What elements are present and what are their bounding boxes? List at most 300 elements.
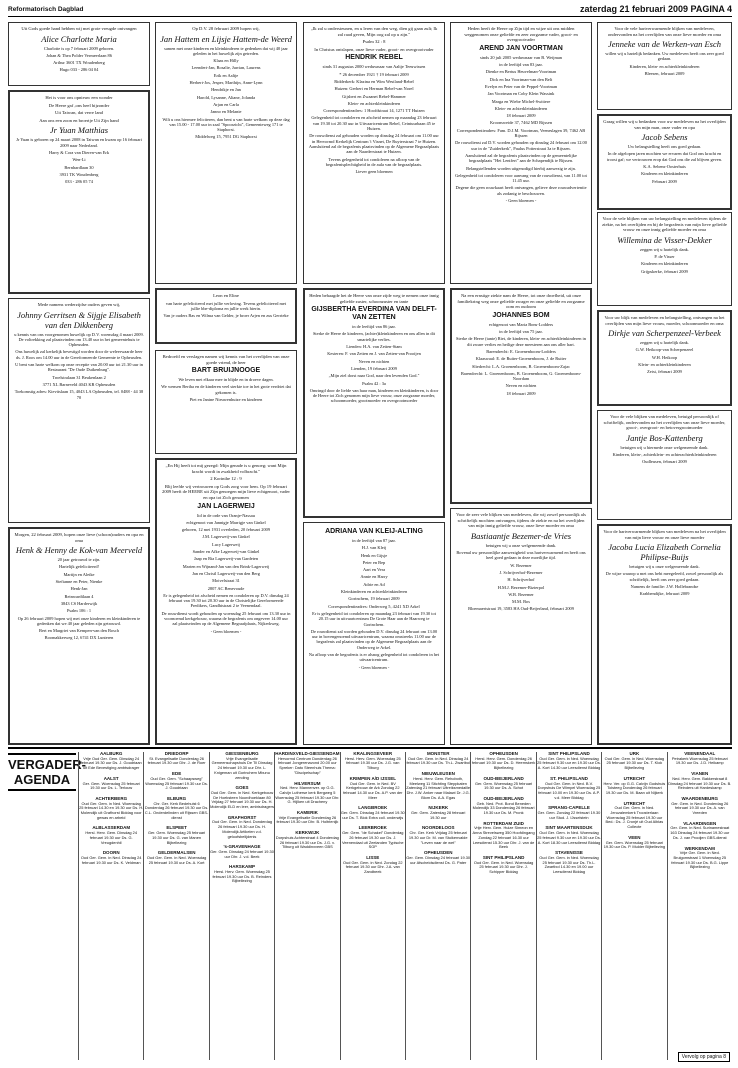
notice-intro: Blij leefde wij vertrouwen op Gods zorg voor hem. Op 19 februari 2009 heeft de HEERE uit Zijn genoegen mijn lieve echtgenoot, vader en opa tot Zich genomen [162, 483, 290, 500]
agenda-item [537, 806, 601, 820]
agenda-item [210, 816, 274, 840]
notice-line: Na afloop van de begrafenis is er alsnog gelegenheid tot condoleren in het uitvaartcentrum. [308, 652, 440, 663]
notice-line: Arthur 3601 TX Woudenberg [53, 60, 105, 66]
agenda-place: STAVENISSE [555, 850, 583, 856]
agenda-details: Vrije Evangelisatie Gemeenschapshuis De Til Dinsdag 24 februari 19.30 uur Dhr. L. Knigeman uit Gorinchem Mbunu zending [211, 755, 273, 780]
agenda-item [341, 752, 405, 771]
agenda-details: St. Evangelisatie Donderdag 26 februari 19.30 uur Dhr. J. de Roer [147, 755, 206, 766]
notice-line: Hartelijk gefeliciteerd! [58, 564, 100, 570]
page-date [580, 4, 732, 14]
agenda-details: Oud Ger. Gem. in Ned. B.V. Dorpshuis De Wimpel Woensdag 25 februari 10.00 en 19.30 uur Ds. A.P. v.d. Meer Biddag [537, 780, 601, 800]
agenda-item [668, 752, 732, 766]
notice-line: lid in de orde van Oranje-Nassau [197, 512, 255, 518]
agenda-details: Vrije Ger. Gem. in Ned. Bruigomstraat 1 Woensdag 25 februari 19.30 uur Ds. B.G. Lippe Bijbellezing [671, 850, 729, 870]
notice-line: sinds 20 juli 2005 weduwnaar van B. Weijman [480, 54, 562, 60]
notice-line: Lucy Lagerweij [212, 541, 240, 547]
notice-line: Troelstralaan 31 Beukenlaan 2 [52, 374, 106, 380]
notice-line: K.A. Sebens-Oosterhuis [643, 164, 686, 170]
agenda-details: Oud Ger. Gem. in Ned. Woensdag 25 februari 9.30 uur en 19.30 uur Ds. A. Kort 14.30 uur Leesdienst Biddag [537, 755, 601, 771]
agenda-details: Hersl. Herv. Gem. Woensdag 25 februari 19.30 uur Ds. B. Reinders Bijbellezing [212, 869, 272, 884]
agenda-place: NIJKERK [428, 805, 449, 811]
notice-line: Henk-Jan [70, 586, 88, 592]
agenda-details: Oud Ger. Gem. in Ned. Woensdag 25 februari 19.30 uur Ds. Th.L. Zwartbol 14.30 en 19.00 uur Leesdienst Biddag [539, 854, 599, 875]
agenda-item [341, 806, 405, 820]
notice-line: Sterke de Heere de kinderen, (achter)kleinkinderen en ons allen in dit smartelijke verlies. [312, 331, 436, 342]
agenda-details: Oud Ger. Gem. in Ned. Woensdag 25 februari 14.30 en 19.30 uur Ds. H. Molendijk uit Grafhorst Biddag voor gewas en arbeid [79, 800, 144, 820]
notice-line: Aart en Vera [362, 567, 386, 573]
notice-line: Sliedrecht: L.A. Groenenboom, B. Groenenboom-Zajac [471, 363, 571, 369]
notice-line: Lienden: H.A. van Zetten-Stam [346, 344, 402, 350]
agenda-place: DRIEDORP [164, 751, 189, 756]
notice-intro: Voor de hartverwarmende blijken van medeleven na het overlijden van mijn lieve vrouw en onze lieve moeder [603, 529, 726, 540]
agenda-place: NIEUWLEUSEN [421, 771, 455, 777]
notice-intro: Voor de vele blijken van uw belangstelling en medeleven tijdens de ziekte, na het overlijden en bij de begrafenis van mijn lieve geliefde vrouw en onze innig geliefde moeder en oma [602, 216, 727, 233]
notice-intro: Mede namens wederzijdse ouders geven wij, [37, 302, 121, 307]
notice-col5-5 [597, 524, 732, 745]
notice-line: 18 februari 2009 [506, 390, 536, 396]
agenda-place: WAARDENBURG [681, 795, 719, 801]
agenda-item [602, 802, 666, 830]
agenda-details: Vrije Oud Ger. Gem. Dinsdag 24 februari 19.30 uur Ds. J. Goudriaan uit Ede Bevestiging ambtsdrager [80, 755, 142, 771]
notice-col5-1 [597, 114, 732, 210]
newspaper-name: Reformatorisch Dagblad [8, 6, 84, 13]
notice-line: Tevens gelegenheid tot condoleren na afloop van de begrafenisplechtigheid in de aula van de begraafplaats. [325, 156, 423, 167]
notice-line: Op 26 februari 2009 hopen wij met onze kinderen en kleinkinderen te gedenken dat we 40 jaar geleden zijn getrouwd. [17, 615, 141, 626]
agenda-item [602, 836, 666, 850]
notice-line: in de leeftijd van 87 jaar. [352, 538, 396, 543]
notice-intro: Op D.V. 28 februari 2009 hopen wij, [192, 26, 260, 31]
notice-line: - Geen bloemen - [210, 628, 242, 634]
notice-intro: Voor de zeer vele blijken van medeleven, die wij zowel persoonlijk als schriftelijk mochten ontvangen, tijdens de ziekte en na het overlijden van mijn innig geliefde vrouw, onze lieve moeder en oma [456, 512, 586, 529]
agenda-item [79, 752, 143, 771]
notice-line: Liever geen bloemen [355, 169, 393, 175]
notice-line: Harry & Cora van Dieren-van Erk [48, 149, 110, 155]
agenda-place: VEENENDAAL [684, 751, 716, 756]
notice-line: M.M. Bos [512, 599, 530, 605]
agenda-place: UTRECHT [623, 775, 646, 781]
agenda-item [210, 845, 274, 859]
notice-line: Degene die geen rouwkaart heeft ontvangen, gelieve deze rouwadvertentie als zodanig te beschouwen. [455, 185, 587, 196]
notice-line: Barendrecht: L. Groenenboom, B. Groenenboom, G. Groenenboom-Noordam [460, 370, 582, 382]
agenda-item [471, 797, 535, 816]
notice-col3-2 [303, 522, 445, 745]
notice-line: Annie en Harry [360, 574, 388, 580]
notice-intro: Morgen, 22 februari 2009, hopen onze lieve (schoon)ouders en opa en oma [14, 532, 144, 543]
agenda-details: Herv. Ver. op G.G. Calvijn Godshuis Tolsteeg Donderdag 26 februari 19.30 uur Ds. M. Baan uit Nijkerk [603, 780, 666, 795]
notice-line: 3843 CS Harderwijk [60, 600, 98, 606]
continued-on-page[interactable]: Vervolg op pagina 8 [678, 1052, 730, 1062]
notice-line: Februari 2009 [652, 178, 677, 184]
notice-line: Correspondentieadres: 1 Hoofdstraat 14, 1271 TT Huizen [323, 108, 425, 114]
page-date-text: zaterdag 21 februari 2009 PAGINA 4 [579, 4, 732, 14]
notice-line: Hendrikje en Jan [211, 87, 241, 93]
notice-intro: Uit Taiwan, dat verre land [55, 110, 103, 116]
agenda-place: NOORDELOOS [421, 825, 455, 831]
agenda-details: Oud Ger. Gem. in Ned. Woensdag 25 februari 19.30 uur Ds. T. Klok Bijbellezing [604, 755, 665, 771]
notice-line: Klein- en achterkleinkinderen [347, 100, 401, 106]
notice-name: Jenneke van de Werken-van Esch [608, 39, 721, 50]
notice-col4-2 [450, 508, 592, 745]
agenda-place: OUD-BEIJERLAND [483, 775, 524, 781]
agenda-item [471, 752, 535, 771]
agenda-item [602, 777, 666, 796]
notice-line: Sander en Afke Lagerweij-van Ginkel [192, 549, 260, 555]
agenda-place: ELSPEET [166, 825, 187, 831]
agenda-item [537, 777, 601, 801]
agenda-details: Ger. Gem. Dinsdag 24 februari 19.30 uur Afscheidsdienst Ds. G. Pater [406, 854, 471, 865]
notice-intro: Voor uw blijk van medeleven en belangstelling, ontvangen na het overlijden van mijn lieve vrouw, moeder, schoonmoeder en oma [604, 315, 725, 326]
notice-name: Johnny Gerritsen & Sijgje Elisabeth van den Dikkenberg [17, 309, 141, 330]
notice-line: Omringd door de liefde van haar man, kinderen en kleinkinderen, is door de Heere tot Zich genomen mijn lieve vrouw, onze zorgzame moeder, schoonmoeder, grootmoeder en overgrootmoeder [309, 387, 439, 404]
agenda-details: Chr. Ger. Kerk Vrijdag 25 februari 19.30 uur Dr. M. van Stuikenvalde "Leven naar de wet" [408, 830, 468, 845]
agenda-item [275, 811, 339, 825]
notice-line: Kinderen, klein-, achterklein- en achterachterkleinkinderen [612, 452, 717, 458]
agenda-details: Ger. Gem. Dinsdag 24 februari 19.30 uur Dhr. J. v.d. Beek [210, 848, 274, 859]
notice-line: Wilt u ons hiermee feliciteren, dan bent u van harte welkom op deze dag van 15.00 - 17.00 uur in zaal "Spoorzicht", Gemeenteweg 171 te Staphorst. [162, 116, 290, 133]
notice-line: in de leeftijd van 86 jaar. [352, 324, 396, 330]
notice-line: Ons huwelijk zal kerkelijk bevestigd worden door de weleerwaarde heer ds. J. Roos om 14.00 uur in de Gereformeerde Gemeente te Opheusden. [15, 349, 143, 360]
notice-intro: Heden behaagde het de Heere van onze zijde weg te nemen onze innig geliefde zuster, schoonzuster en tante [309, 293, 439, 304]
notice-line: Kinderen en kleinkinderen [641, 171, 688, 177]
notice-line: in de leeftijd van 75 jaar. [499, 329, 543, 335]
notice-line: Zeist, februari 2009 [647, 369, 682, 375]
notice-col5-4 [597, 410, 732, 520]
agenda-details: Ger. Gem. Dinsdag 24 februari 19.30 uur Ds. T. Blok Extra coll. onderwijs [340, 810, 405, 820]
notice-col5-0 [597, 22, 732, 110]
notice-line: Jr Yuan is geboren op 24 maart 2008 in Taiwan en kwam op 16 februari 2009 naar Nederland. [16, 137, 142, 148]
agenda-place: SINT PHILIPSLAND [482, 854, 525, 860]
agenda-item [668, 797, 732, 816]
notice-intro: De Heere gaf ,ons heel bijzonder [48, 102, 110, 108]
notice-line: 033 - 286 05 74 [65, 179, 93, 185]
notice-line: Kinderen en kleinkinderen [641, 261, 688, 267]
agenda-place: EDE [171, 771, 182, 777]
notice-line: - Geen bloemen - [358, 664, 390, 670]
agenda-place: VEEN [628, 834, 641, 840]
notice-line: U bent van harte welkom op onze receptie van 20.00 uur tot 21.30 uur in Restaurant "De Oude Duikenburg". [15, 362, 143, 373]
notice-name: Alice Charlotte Maria [41, 33, 117, 44]
agenda-place: KAMERIK [296, 810, 318, 816]
notice-line: Van je ouders Bas en Wilma van Gelder, je broer Arjen en zus Gerrieke [163, 313, 289, 319]
notice-line: Middelweg 15, 7951 DG Staphorst [195, 134, 257, 140]
agenda-item [79, 797, 143, 821]
notice-line: Janno en Melanie [210, 109, 242, 115]
notice-line: Jan Voortman en Coby Klein Wassink [487, 91, 555, 97]
notice-line: Leendert-Jan, Rosalie, Jurrian, Laurens [191, 65, 261, 71]
notice-intro: Leon en Eline [213, 293, 239, 298]
notice-line: Wen-Li [72, 157, 86, 163]
notice-line: De rouwdienst zal D.V. worden gehouden op dinsdag 24 februari om 12.00 uur in de "Zuiderkerk", Paulus Potterstraat 3a te Rijssen. [455, 140, 587, 151]
notice-line: in de leeftijd van 83 jaar. [499, 62, 543, 68]
notice-intro: Het is voor ons opnieuw een wonder [45, 95, 113, 100]
agenda-details: Hervormd Centrum Donderdag 26 februari Jongerenavond 20.00 uur Spreker: Dato Steenhuis Thema: "Discipelschap" [277, 755, 337, 775]
agenda-item [471, 777, 535, 791]
notice-col1-0 [8, 22, 150, 86]
agenda-details: Hersl. Herv. Gem. Woensdag 25 februari 19.30 uur Ds. J.G. van Tilburg [344, 755, 401, 771]
agenda-place: GOES [235, 785, 249, 791]
agenda-place: ELBURG [167, 795, 187, 801]
notice-line: P. de Visser [654, 254, 675, 260]
agenda-place: URK [629, 751, 640, 756]
notice-intro: In Christus ontslapen, onze lieve vader, groot- en overgrootvader [314, 46, 434, 52]
agenda-details: Ger. Gem. Zaterdag 28 februari 19.30 uur [411, 810, 466, 820]
notice-line: G.W. Heikoop-van Scherpenzeel [635, 347, 694, 353]
agenda-place: HARDINXVELD-GIESSENDAM [275, 751, 340, 756]
notice-line: Gijsbert en Zwaanet Rebel-Hammer [342, 93, 406, 99]
notice-line: zeggen wij u hartelijk dank. [640, 246, 689, 252]
notice-line: Adrie en Ad [363, 581, 385, 587]
notice-line: De wijze waarop u met ons hebt meegeleefd, zowel persoonlijk als schriftelijk, heeft ons zeer goed gedaan. [605, 571, 724, 582]
agenda-details: Chr. Ger. Kerk Bedehuist 6 Donderdag 26 februari 19.30 uur Ds. C.L. Onderdelinden uit Rijssen GBS-dienst [144, 800, 209, 820]
notice-line: Grijpskerke, februari 2009 [641, 268, 688, 274]
agenda-place: GRAFHORST [227, 814, 257, 820]
notice-line: Aansluitend zal de begrafenis plaatsvinden op de gemeentelijke begraafplaats "Het Lentfert" aan de Schapendijk te Rijssen. [465, 152, 577, 164]
agenda-item [406, 772, 470, 800]
notice-line: Moivelstraat 31 [212, 578, 240, 584]
notice-line: Jan en Christl Lagerweij-van den Berg [192, 570, 260, 576]
notice-col4-1 [450, 288, 592, 504]
notice-col1-1 [8, 90, 150, 294]
agenda-details: Hersl. Herv. Gem. Rehoboth, Meelweg 11 Stichting Steppkaten Zaterdag 21 februari Uitreiksmedaille Dhr. J.W. Anker naar Malawi Dr. J.G. Blom Ds. A.A. Egas [406, 775, 471, 800]
notice-line: u kennis van ons voorgenomen huwelijk op D.V. woensdag 4 maart 2009. De voltrekking zal plaatsvinden om 13.40 uur in het gemeentehuis te Opheusden. [14, 331, 144, 348]
agenda-item [144, 772, 208, 791]
agenda-item [275, 752, 339, 776]
notice-line: Barendrecht: E. Groenenboom-Lodders [486, 348, 556, 354]
notice-line: Martijn en Aleike [63, 571, 95, 577]
agenda-details: Oud Ger. Gem. in Ned. Woensdag 25 februari 19.30 uur Dhr. J. Schipper Biddag [473, 859, 534, 875]
notice-line: samen met onze kinderen en kleinkinderen te gedenken dat wij 40 jaar geleden in het huwelijk zijn getreden. [164, 45, 288, 56]
notice-col1-2 [8, 298, 150, 523]
notice-col2-0 [155, 22, 297, 284]
agenda-item [275, 782, 339, 806]
agenda-place: DOORN [102, 850, 120, 856]
notice-line: Gelegenheid tot condoleren voor aanvang van de rouwdienst, van 11.00 tot 11.45 uur. [455, 172, 587, 184]
agenda-item [602, 752, 666, 771]
notice-col1-3 [8, 527, 150, 745]
notice-line: Hugo 033 - 286 04 04 [59, 67, 99, 73]
agenda-column [536, 752, 601, 1060]
notice-line: Erik en Aaltje [213, 72, 239, 78]
notice-line: W.H. Heikoop [651, 354, 678, 360]
notice-line: Namens de familie: J.W. Hollebrandse [630, 584, 699, 590]
notice-intro: Voor de vele hartverwarmende blijken van medeleven, ondervonden na het overlijden van onze lieve moeder en oma [607, 26, 722, 37]
notice-line: Kleinkinderen en achterkleinkinderen [340, 589, 408, 595]
agenda-place: SPRANG-CAPELLE [548, 805, 590, 811]
notice-line: Johan & Thea Polder Vermeerlaan 86 [46, 52, 112, 58]
agenda-place: UTRECHT [623, 800, 646, 806]
agenda-column [340, 752, 405, 1060]
agenda-item [537, 826, 601, 845]
notice-line: W. Bezemer [510, 562, 532, 568]
notice-line: H.J. van Kleij [361, 545, 387, 551]
agenda-details: Oud Ger. Gem. in Ned. Woensdag 25 februari 19.30 uur Ds. A. Kort [146, 854, 207, 865]
notice-col2-1 [155, 288, 297, 344]
notice-line: W.B. Bezemer [508, 591, 534, 597]
notice-line: Kesteren: F. van Zetten en J. van Zetten-van Prooijen [327, 351, 421, 357]
notice-name: Jacoba Lucia Elizabeth Cornelia Philipse-Buijs [608, 542, 721, 563]
notice-col2-3 [155, 458, 297, 745]
agenda-place: KRALINGSEVEER [353, 751, 393, 756]
agenda-item [471, 822, 535, 850]
agenda-column [143, 752, 208, 1060]
notice-line: van harte gefeliciteerd met jullie verloving. Tevens gefeliciteerd met jullie bbe-diploma en jullie werk hierin. [165, 300, 287, 311]
notice-intro: Aan ons een zoon en broertje Uit Zijn hand [39, 117, 119, 123]
agenda-title: VERGADER-AGENDA [8, 753, 76, 791]
notice-name: Dirkje van Scherpenzeel-Verbeek [608, 328, 721, 339]
agenda-place: KRIMPEN A/D IJSSEL [349, 775, 396, 781]
notice-line: Henk en Gijsje [360, 552, 388, 558]
notice-name: BART BRUIJNOOGE [191, 367, 261, 375]
notice-line: Neven en nichten [505, 383, 537, 389]
notice-name: Jacob Sebens [641, 132, 688, 143]
notice-line: Psalm 106 : 1 [66, 608, 92, 614]
notice-name: Bastiaantje Bezemer-de Vries [470, 530, 572, 541]
agenda-place: VLAARDINGEN [683, 820, 717, 826]
agenda-details: Ger. Gem. "de Schakel" Donderdag 26 februari 19.30 uur Ds. J. Veenendaal uit Zeelanden Typische SGP [342, 830, 404, 850]
agenda-column [78, 752, 143, 1060]
notice-line: sinds 31 augustus 2000 weduwnaar van Aaltje Teeuwissen [322, 64, 426, 70]
notice-line: Klaaswaal: E. de Ruiter-Groenenboom, J. de Ruiter [475, 356, 567, 362]
agenda-details: Oud Ger. Gem. in Ned. BV Kerkgebouw de Ark Zondag 22 februari 14.30 uur Ds. A.P. van der Meer [343, 780, 403, 800]
agenda-item [668, 822, 732, 841]
agenda-item [406, 851, 470, 865]
notice-line: Bernhardlaan 30 [64, 164, 94, 170]
agenda-column [667, 752, 732, 1060]
agenda-column [601, 752, 666, 1060]
agenda-item [275, 831, 339, 850]
notice-col2-2 [155, 350, 297, 454]
agenda-item [537, 851, 601, 875]
notice-line: echtgenoot van Maria Bons-Lodders [488, 321, 554, 327]
agenda-item [668, 772, 732, 791]
notice-line: Dick en Ina Voortman-van den Belt [489, 76, 553, 82]
notice-line: Gorinchem, 19 februari 2009 [348, 596, 400, 602]
agenda-details: Oud Ger. Gem. in Ned. Woensdag 25 februari 9.30 uur en 19.30 uur Ds. A. Kort 18.30 uur Leesdienst Biddag [537, 830, 601, 845]
notice-line: Stefianne en Peter, Nienke [55, 579, 103, 585]
notice-line: echtgenoot van Jannigje Marrigje van Ginkel [186, 519, 266, 525]
notice-line: 18 februari 2009 [506, 113, 536, 119]
notice-line: We wensen Bertha en de kinderen veel sterkte toe in het grote verdriet dat gekomen is. [161, 384, 291, 395]
agenda-details: Ger. Gem. Woensdag 25 februari 19.30 uur Ds. L. Terlouw [82, 780, 140, 791]
agenda-details: Geb. Ned. Prot. Bond Beneden Molendijk 33 Donderdag 26 februari 19.30 uur Ds. M. Pronk [472, 800, 535, 816]
agenda-details: Oud Ger. Gem. in Ned. Kerkgebouw De Hoeksteen Noordhoeklaan 80 Vrijdag 27 februari 19.30 uur Ds. H. Molendijk ELD en leer, ambtsdragers [210, 789, 274, 810]
notice-line: H.M.J. Bezemer-Bizterpol [497, 584, 545, 590]
agenda-item [144, 752, 208, 766]
notice-name: Willemina de Visser-Dekker [617, 234, 712, 245]
vergader-agenda [8, 747, 732, 1064]
agenda-place: HILVERSUM [294, 780, 321, 786]
notice-line: - Geen bloemen - [505, 198, 537, 204]
notice-name: JAN LAGERWEIJ [197, 502, 255, 510]
agenda-item [668, 847, 732, 871]
notice-line: Gelegenheid tot condoleren en afscheid nemen op maandag 23 februari van 19.30 tot 20.30 uur in Uitvaartcentrum Rebel, Ceintuurbaan 45 te Huizen. [311, 115, 437, 132]
notice-name: ADRIANA VAN KLEIJ-ALTING [325, 528, 423, 535]
notice-line: Arjan en Carla [213, 101, 239, 107]
agenda-place: ROTTERDAM ZUID [483, 820, 524, 826]
agenda-item [144, 851, 208, 865]
agenda-place: GIESSENBURG [225, 751, 259, 756]
agenda-item [341, 777, 405, 801]
notice-line: J. Schrijverhof-Bezemer [499, 569, 543, 575]
notice-line: Klaas en Hilly [213, 58, 239, 64]
agenda-item [210, 865, 274, 884]
notice-line: Herbert-Jos, Jesper, Marthijn, Anne-Lynn [189, 80, 263, 86]
notice-line: Bleesen, februari 2009 [644, 71, 685, 77]
page-header [8, 4, 732, 17]
agenda-details: Dorpshuis Achterstraat 4 Donderdag 26 februari 19.30 uur Ds. J.G. v. Tilburg uit Waddinxveen GBS [275, 834, 339, 850]
notice-line: Kroonsweide 37, 7462 MD Rijssen [489, 120, 553, 126]
notice-line: De rouwdienst zal gehouden worden op dinsdag 24 februari om 11.00 uur in Hervormd Kerkelijk Centrum 't Visnet, De Ruyterstraat 7 te Huizen. Aansluitend zal de begrafenis plaatsvinden op de Algemene Begraafplaats aan de Naarderstraat te Huizen. [308, 133, 440, 155]
notice-line: We leven met elkaar mee in blijde en in droeve dagen. [178, 377, 274, 383]
notice-line: Jaap en Ria Lagerweij-van Gardeten [193, 556, 259, 562]
notice-line: Bloemaertstraat 19, 3583 HA Oud-Beijerland, februari 2009 [468, 606, 574, 612]
notice-line: De rouwdienst zal worden gehouden D.V. dinsdag 24 februari om 13.00 uur in bovengenoemd uitvaartcentrum, waarna omstreeks 11.00 uur de begrafenis zal plaatsvinden op de Algemene Begraafplaats aan de Onderweg te Arkel. [310, 628, 438, 650]
notice-name: Jantje Bos-Kattenberg [626, 432, 703, 443]
notice-intro: Uit Gods goede hand hebben wij met grote vreugde ontvangen [21, 26, 137, 31]
notice-line: Correspondentieadres: Onderweg 5, 4241 XD Arkel [328, 603, 420, 609]
notice-intro: Heden heeft de Heere op Zijn tijd en wijze uit ons midden weggenomen onze geliefde en zeer zorgzame vader, groot- en overgrootvader [464, 26, 578, 43]
notice-line: Lienden, 19 februari 2009 [351, 365, 397, 371]
notice-name: Jan Hattem en Lijsje Hattem-de Weerd [160, 33, 292, 44]
notice-name: HENDRIK REBEL [345, 54, 403, 62]
notice-line: Sterke de Heere (tante) Riet, de kinderen, klein- en achterkleinkinderen in dit zware verlies en heilige deze meesteren aan ons aller hart. [456, 336, 586, 347]
notice-line: Er is gelegenheid tot condoleren op maandag 23 februari van 19.30 tot 20.15 uur in uitvaartcentrum De Grote Haar aan de Haarweg te Gorinchem. [312, 610, 436, 627]
agenda-item [144, 826, 208, 845]
agenda-item [144, 797, 208, 821]
agenda-place: GELDERMALSEN [157, 850, 196, 856]
agenda-place: LANGBROEK [358, 805, 388, 811]
notice-intro: „Ik zal u ondersteunen, en u leren van den weg, dien gij gaan zult; Ik zal raad geven, Mijn oog zal op u zijn." [310, 26, 438, 37]
notice-intro: Graag willen wij u bedanken voor uw medeleven na het overlijden van mijn man, onze vader en opa [603, 119, 726, 130]
agenda-place: MONSTER [426, 751, 450, 756]
agenda-place: AALST [103, 775, 119, 781]
agenda-item [79, 777, 143, 791]
notice-col4-0 [450, 22, 592, 284]
agenda-place: HARSKAMP [228, 864, 255, 870]
agenda-item [79, 826, 143, 845]
notice-line: 20 jaar getrouwd te zijn. [57, 557, 101, 563]
notice-line: Dienke en Bertus Heuvelman-Voortman [485, 69, 557, 75]
agenda-place: ST. PHILIPSLAND [550, 775, 588, 781]
notice-col5-2 [597, 212, 732, 306]
notice-line: Peter en Bep [362, 559, 386, 565]
agenda-details: Oud Ger. Gem. in Ned. Zondag 22 februari 19.30 uur Dhr. J.A. van Zandbeek [343, 859, 403, 875]
agenda-item [406, 752, 470, 766]
agenda-details: Hersl. Herv. Gem. Dinsdag 24 februari 19.30 uur Ds. G. Vreugdenhil [85, 830, 137, 845]
agenda-item [341, 856, 405, 875]
notice-line: Klein- en achterkleinkinderen [638, 362, 691, 368]
notice-line: J.M. Lagerweij-van Ginkel [202, 534, 250, 540]
notice-name: Jr Yuan Matthias [49, 125, 109, 136]
notice-line: Reinwardtlaan 4 [64, 593, 94, 599]
notice-line: Klein- en achterkleinkinderen [494, 105, 548, 111]
notice-line: betuigen wij u onze welgemeende dank. [629, 564, 700, 570]
notice-col5-3 [597, 310, 732, 406]
notice-line: Toekomstig adres: Kievitslaan 15, 4043 LA Opheusden, tel. 0488 - 44 38 70 [14, 389, 144, 400]
notice-line: Krabbendijke, februari 2009 [639, 591, 690, 597]
agenda-place: VIANEN [691, 771, 709, 777]
agenda-column [470, 752, 535, 1060]
notice-line: * 26 december 1921 † 19 februari 2009 [339, 71, 409, 77]
agenda-column [274, 752, 339, 1060]
notice-line: Boomakkerweg 12, 6741 DX Lunteren [44, 635, 114, 641]
agenda-details: Ned. Herv. Mannenver. op G.G. Calvijn Lutherse kerk Bergweg 5 Woensdag 25 februari 19.30 uur Dhr. G. Hijlken uit Dracheny [275, 785, 340, 805]
notice-line: zeggen wij u hartelijk dank. [640, 340, 689, 346]
notice-line: Marten en Wijnand-Jan van den Brink-Lagerweij [182, 563, 270, 569]
notice-intro: Psalm 32 : 8 [362, 39, 386, 45]
agenda-item [537, 752, 601, 771]
agenda-item [471, 856, 535, 875]
